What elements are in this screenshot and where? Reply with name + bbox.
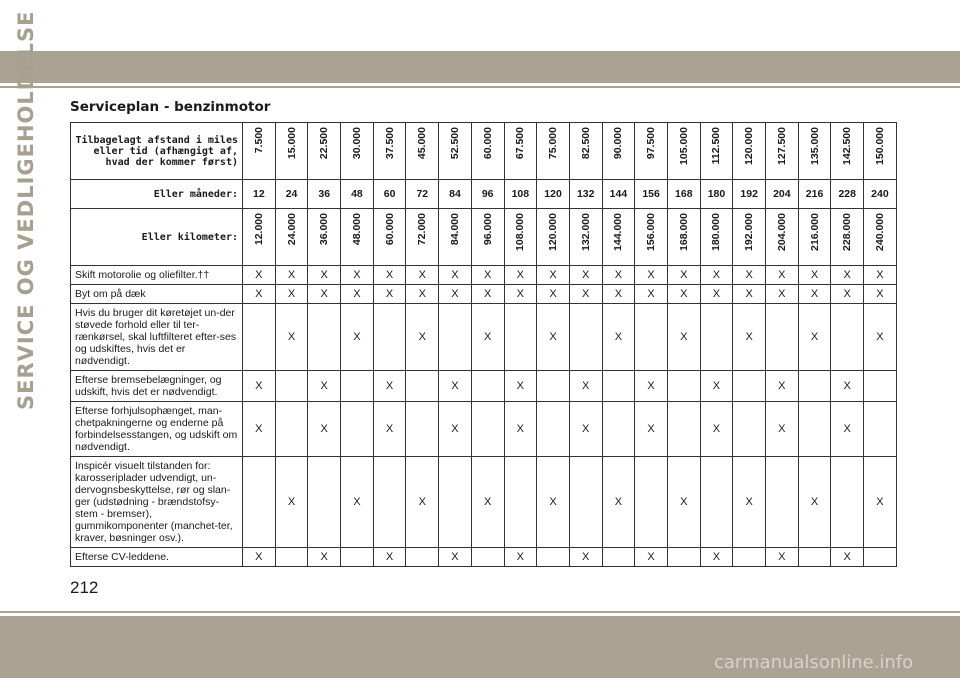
service-mark-cell xyxy=(569,304,602,371)
service-mark-cell: X xyxy=(406,285,439,304)
service-mark-cell xyxy=(733,548,766,567)
km-cell xyxy=(243,209,276,266)
months-cell: 24 xyxy=(275,180,308,209)
service-mark-cell: X xyxy=(733,457,766,548)
service-mark-cell: X xyxy=(243,371,276,402)
service-mark-cell: X xyxy=(831,371,864,402)
miles-cell-text: 45.000 xyxy=(416,127,429,160)
service-mark-cell: X xyxy=(733,285,766,304)
service-mark-cell: X xyxy=(243,402,276,457)
table-row xyxy=(71,457,897,548)
miles-cell xyxy=(667,123,700,180)
months-cell: 156 xyxy=(635,180,668,209)
service-item-label: Efterse forhjulsophænget, man-chetpakningerne og enderne på forbindelsesstangen, og udskift om nødvendigt. xyxy=(71,402,243,457)
miles-cell xyxy=(798,123,831,180)
service-mark-cell: X xyxy=(537,266,570,285)
service-mark-cell: X xyxy=(373,402,406,457)
km-cell-text: 72.000 xyxy=(416,213,429,246)
service-mark-cell xyxy=(341,548,374,567)
service-mark-cell: X xyxy=(700,266,733,285)
months-cell: 180 xyxy=(700,180,733,209)
months-cell: 120 xyxy=(537,180,570,209)
miles-cell-text: 22.500 xyxy=(318,127,331,160)
service-mark-cell xyxy=(798,402,831,457)
service-mark-cell xyxy=(667,402,700,457)
service-schedule-table xyxy=(70,122,897,567)
service-mark-cell: X xyxy=(373,371,406,402)
service-mark-cell: X xyxy=(700,402,733,457)
service-mark-cell xyxy=(635,304,668,371)
miles-cell xyxy=(569,123,602,180)
service-mark-cell: X xyxy=(798,285,831,304)
service-mark-cell xyxy=(864,548,897,567)
service-mark-cell xyxy=(733,402,766,457)
service-mark-cell: X xyxy=(504,548,537,567)
service-mark-cell xyxy=(537,548,570,567)
miles-cell-text: 97.500 xyxy=(645,127,658,160)
service-mark-cell xyxy=(831,304,864,371)
table-row xyxy=(71,548,897,567)
service-mark-cell xyxy=(406,402,439,457)
miles-cell xyxy=(406,123,439,180)
service-mark-cell xyxy=(471,548,504,567)
months-cell: 36 xyxy=(308,180,341,209)
service-mark-cell: X xyxy=(798,304,831,371)
service-mark-cell xyxy=(275,371,308,402)
km-cell-text: 60.000 xyxy=(383,213,396,246)
service-mark-cell: X xyxy=(471,304,504,371)
miles-cell-text: 75.000 xyxy=(547,127,560,160)
service-mark-cell xyxy=(275,402,308,457)
months-cell: 60 xyxy=(373,180,406,209)
km-cell-text: 24.000 xyxy=(285,213,298,246)
service-mark-cell xyxy=(373,457,406,548)
service-mark-cell: X xyxy=(667,266,700,285)
miles-cell-text: 52.500 xyxy=(448,127,461,160)
km-cell xyxy=(667,209,700,266)
months-row xyxy=(71,180,897,209)
miles-cell-text: 15.000 xyxy=(285,127,298,160)
miles-cell-text: 127.500 xyxy=(775,127,788,165)
km-label: Eller kilometer: xyxy=(71,209,243,266)
service-mark-cell: X xyxy=(700,371,733,402)
service-mark-cell: X xyxy=(667,457,700,548)
service-mark-cell: X xyxy=(864,285,897,304)
service-mark-cell: X xyxy=(504,371,537,402)
service-mark-cell: X xyxy=(798,266,831,285)
service-mark-cell: X xyxy=(373,285,406,304)
km-cell xyxy=(569,209,602,266)
km-cell-text: 36.000 xyxy=(318,213,331,246)
months-cell: 192 xyxy=(733,180,766,209)
service-mark-cell: X xyxy=(864,266,897,285)
km-cell xyxy=(700,209,733,266)
service-mark-cell xyxy=(569,457,602,548)
service-mark-cell: X xyxy=(667,285,700,304)
km-cell xyxy=(406,209,439,266)
service-mark-cell: X xyxy=(766,285,799,304)
months-cell: 96 xyxy=(471,180,504,209)
miles-cell-text: 150.000 xyxy=(873,127,886,165)
months-cell: 108 xyxy=(504,180,537,209)
months-cell: 216 xyxy=(798,180,831,209)
km-cell-text: 144.000 xyxy=(612,213,625,251)
months-cell: 204 xyxy=(766,180,799,209)
service-mark-cell xyxy=(798,371,831,402)
km-cell-text: 84.000 xyxy=(448,213,461,246)
service-mark-cell: X xyxy=(733,304,766,371)
service-mark-cell xyxy=(537,402,570,457)
km-cell-text: 132.000 xyxy=(579,213,592,251)
service-mark-cell: X xyxy=(766,371,799,402)
service-mark-cell xyxy=(635,457,668,548)
service-mark-cell xyxy=(864,371,897,402)
service-mark-cell xyxy=(341,371,374,402)
miles-cell xyxy=(504,123,537,180)
km-row xyxy=(71,209,897,266)
service-mark-cell: X xyxy=(831,402,864,457)
service-mark-cell xyxy=(602,371,635,402)
km-cell xyxy=(766,209,799,266)
service-mark-cell: X xyxy=(439,285,472,304)
months-cell: 72 xyxy=(406,180,439,209)
service-mark-cell: X xyxy=(831,548,864,567)
service-mark-cell: X xyxy=(700,285,733,304)
service-mark-cell: X xyxy=(667,304,700,371)
page-heading: Serviceplan - benzinmotor xyxy=(70,99,271,115)
km-cell xyxy=(275,209,308,266)
service-mark-cell: X xyxy=(275,304,308,371)
service-mark-cell: X xyxy=(766,548,799,567)
miles-cell xyxy=(341,123,374,180)
service-mark-cell xyxy=(700,304,733,371)
service-mark-cell: X xyxy=(569,548,602,567)
service-mark-cell: X xyxy=(275,457,308,548)
service-mark-cell: X xyxy=(406,457,439,548)
service-mark-cell: X xyxy=(569,402,602,457)
service-mark-cell: X xyxy=(341,457,374,548)
miles-cell xyxy=(766,123,799,180)
service-mark-cell xyxy=(243,304,276,371)
km-cell xyxy=(373,209,406,266)
service-mark-cell: X xyxy=(537,285,570,304)
km-cell xyxy=(733,209,766,266)
service-mark-cell xyxy=(504,304,537,371)
miles-cell-text: 30.000 xyxy=(350,127,363,160)
service-mark-cell: X xyxy=(308,266,341,285)
km-cell xyxy=(341,209,374,266)
km-cell-text: 240.000 xyxy=(873,213,886,251)
service-mark-cell: X xyxy=(341,285,374,304)
service-mark-cell: X xyxy=(439,548,472,567)
service-mark-cell xyxy=(602,402,635,457)
service-mark-cell: X xyxy=(635,266,668,285)
miles-cell-text: 135.000 xyxy=(808,127,821,165)
km-cell-text: 192.000 xyxy=(743,213,756,251)
km-cell-text: 168.000 xyxy=(677,213,690,251)
service-mark-cell: X xyxy=(864,304,897,371)
service-mark-cell: X xyxy=(308,371,341,402)
miles-cell-text: 120.000 xyxy=(743,127,756,165)
miles-cell xyxy=(243,123,276,180)
km-cell-text: 96.000 xyxy=(481,213,494,246)
service-mark-cell: X xyxy=(341,266,374,285)
km-cell xyxy=(471,209,504,266)
service-mark-cell: X xyxy=(635,371,668,402)
miles-row xyxy=(71,123,897,180)
service-item-label: Skift motorolie og oliefilter.†† xyxy=(71,266,243,285)
service-mark-cell: X xyxy=(439,266,472,285)
miles-cell xyxy=(308,123,341,180)
service-mark-cell: X xyxy=(635,548,668,567)
service-mark-cell: X xyxy=(569,371,602,402)
miles-cell-text: 60.000 xyxy=(481,127,494,160)
service-item-label: Hvis du bruger dit køretøjet un-der støvede forhold eller til ter-rænkørsel, skal luftfilteret efter-ses og udskiftes, hvis det er nødvendigt. xyxy=(71,304,243,371)
km-cell xyxy=(602,209,635,266)
service-mark-cell: X xyxy=(341,304,374,371)
table-row xyxy=(71,304,897,371)
km-cell-text: 228.000 xyxy=(841,213,854,251)
service-mark-cell: X xyxy=(243,285,276,304)
miles-cell-text: 112.500 xyxy=(710,127,723,165)
service-mark-cell: X xyxy=(406,304,439,371)
service-mark-cell xyxy=(308,457,341,548)
months-cell: 144 xyxy=(602,180,635,209)
months-cell: 12 xyxy=(243,180,276,209)
service-mark-cell: X xyxy=(700,548,733,567)
service-mark-cell: X xyxy=(602,304,635,371)
service-item-label: Inspicér visuelt tilstanden for: karosseriplader udvendigt, un-dervognsbeskyttelse, rør og slan-ger (udstødning - brændstofsy-stem - bremser), gummikomponenter (manchet-ter, kraver, bøsninger osv.). xyxy=(71,457,243,548)
service-mark-cell: X xyxy=(798,457,831,548)
miles-cell-text: 67.500 xyxy=(514,127,527,160)
service-mark-cell: X xyxy=(373,266,406,285)
service-mark-cell xyxy=(373,304,406,371)
km-cell xyxy=(439,209,472,266)
service-mark-cell xyxy=(471,402,504,457)
service-mark-cell: X xyxy=(308,548,341,567)
service-mark-cell xyxy=(766,304,799,371)
months-cell: 84 xyxy=(439,180,472,209)
service-mark-cell: X xyxy=(733,266,766,285)
months-cell: 132 xyxy=(569,180,602,209)
service-mark-cell: X xyxy=(439,402,472,457)
table-row xyxy=(71,285,897,304)
service-item-label: Efterse bremsebelægninger, og udskift, hvis det er nødvendigt. xyxy=(71,371,243,402)
service-mark-cell xyxy=(766,457,799,548)
service-mark-cell: X xyxy=(635,285,668,304)
service-mark-cell xyxy=(667,371,700,402)
service-mark-cell: X xyxy=(504,402,537,457)
service-mark-cell: X xyxy=(308,285,341,304)
service-mark-cell xyxy=(308,304,341,371)
service-item-label: Efterse CV-leddene. xyxy=(71,548,243,567)
km-cell xyxy=(635,209,668,266)
km-cell-text: 12.000 xyxy=(252,213,265,246)
service-mark-cell: X xyxy=(308,402,341,457)
service-mark-cell: X xyxy=(471,285,504,304)
service-mark-cell xyxy=(439,304,472,371)
table-row xyxy=(71,266,897,285)
km-cell-text: 108.000 xyxy=(514,213,527,251)
service-mark-cell: X xyxy=(766,402,799,457)
miles-cell xyxy=(831,123,864,180)
service-mark-cell: X xyxy=(406,266,439,285)
service-mark-cell xyxy=(700,457,733,548)
miles-cell-text: 90.000 xyxy=(612,127,625,160)
km-cell xyxy=(537,209,570,266)
km-cell xyxy=(831,209,864,266)
service-mark-cell: X xyxy=(537,304,570,371)
service-mark-cell xyxy=(275,548,308,567)
miles-cell xyxy=(864,123,897,180)
service-mark-cell xyxy=(471,371,504,402)
top-decor-band xyxy=(0,51,960,83)
service-mark-cell xyxy=(243,457,276,548)
service-mark-cell: X xyxy=(275,285,308,304)
km-cell-text: 204.000 xyxy=(775,213,788,251)
service-item-label: Byt om på dæk xyxy=(71,285,243,304)
miles-cell xyxy=(602,123,635,180)
km-cell-text: 120.000 xyxy=(547,213,560,251)
km-cell xyxy=(798,209,831,266)
months-label: Eller måneder: xyxy=(71,180,243,209)
service-mark-cell: X xyxy=(471,457,504,548)
miles-cell-text: 142.500 xyxy=(841,127,854,165)
service-mark-cell: X xyxy=(569,266,602,285)
service-mark-cell xyxy=(406,371,439,402)
months-cell: 228 xyxy=(831,180,864,209)
miles-cell xyxy=(537,123,570,180)
service-mark-cell: X xyxy=(471,266,504,285)
miles-cell xyxy=(733,123,766,180)
service-mark-cell: X xyxy=(602,266,635,285)
miles-cell xyxy=(700,123,733,180)
service-mark-cell: X xyxy=(439,371,472,402)
service-mark-cell: X xyxy=(602,285,635,304)
table-row xyxy=(71,402,897,457)
service-mark-cell: X xyxy=(635,402,668,457)
km-cell-text: 180.000 xyxy=(710,213,723,251)
table-row xyxy=(71,371,897,402)
service-mark-cell: X xyxy=(504,285,537,304)
service-mark-cell: X xyxy=(766,266,799,285)
service-mark-cell: X xyxy=(831,285,864,304)
miles-header-label: Tilbagelagt afstand i miles eller tid (afhængigt af, hvad der kommer først) xyxy=(71,123,243,180)
service-mark-cell xyxy=(667,548,700,567)
page-number: 212 xyxy=(70,578,99,597)
service-mark-cell: X xyxy=(373,548,406,567)
km-cell-text: 48.000 xyxy=(350,213,363,246)
bottom-decor-line xyxy=(0,611,960,613)
service-mark-cell: X xyxy=(243,548,276,567)
service-mark-cell: X xyxy=(602,457,635,548)
service-mark-cell xyxy=(831,457,864,548)
months-cell: 48 xyxy=(341,180,374,209)
miles-cell xyxy=(373,123,406,180)
km-cell-text: 156.000 xyxy=(645,213,658,251)
miles-cell-text: 105.000 xyxy=(677,127,690,165)
miles-cell xyxy=(439,123,472,180)
km-cell xyxy=(504,209,537,266)
top-decor-line xyxy=(0,86,960,88)
service-mark-cell: X xyxy=(569,285,602,304)
miles-cell xyxy=(275,123,308,180)
miles-cell-text: 82.500 xyxy=(579,127,592,160)
km-cell xyxy=(308,209,341,266)
side-section-title: SERVICE OG VEDLIGEHOLDELSE xyxy=(14,10,38,410)
miles-cell-text: 37.500 xyxy=(383,127,396,160)
km-cell-text: 216.000 xyxy=(808,213,821,251)
months-cell: 168 xyxy=(667,180,700,209)
service-mark-cell: X xyxy=(504,266,537,285)
service-mark-cell xyxy=(733,371,766,402)
months-cell: 240 xyxy=(864,180,897,209)
miles-cell-text: 7.500 xyxy=(252,127,265,154)
service-mark-cell xyxy=(602,548,635,567)
service-mark-cell: X xyxy=(831,266,864,285)
service-mark-cell: X xyxy=(864,457,897,548)
miles-cell xyxy=(471,123,504,180)
service-mark-cell xyxy=(439,457,472,548)
service-mark-cell xyxy=(864,402,897,457)
service-mark-cell xyxy=(341,402,374,457)
service-mark-cell: X xyxy=(275,266,308,285)
miles-cell xyxy=(635,123,668,180)
service-mark-cell xyxy=(798,548,831,567)
service-mark-cell xyxy=(537,371,570,402)
watermark: carmanualsonline.info xyxy=(714,652,914,673)
service-mark-cell: X xyxy=(243,266,276,285)
km-cell xyxy=(864,209,897,266)
service-mark-cell xyxy=(504,457,537,548)
service-mark-cell: X xyxy=(537,457,570,548)
service-mark-cell xyxy=(406,548,439,567)
